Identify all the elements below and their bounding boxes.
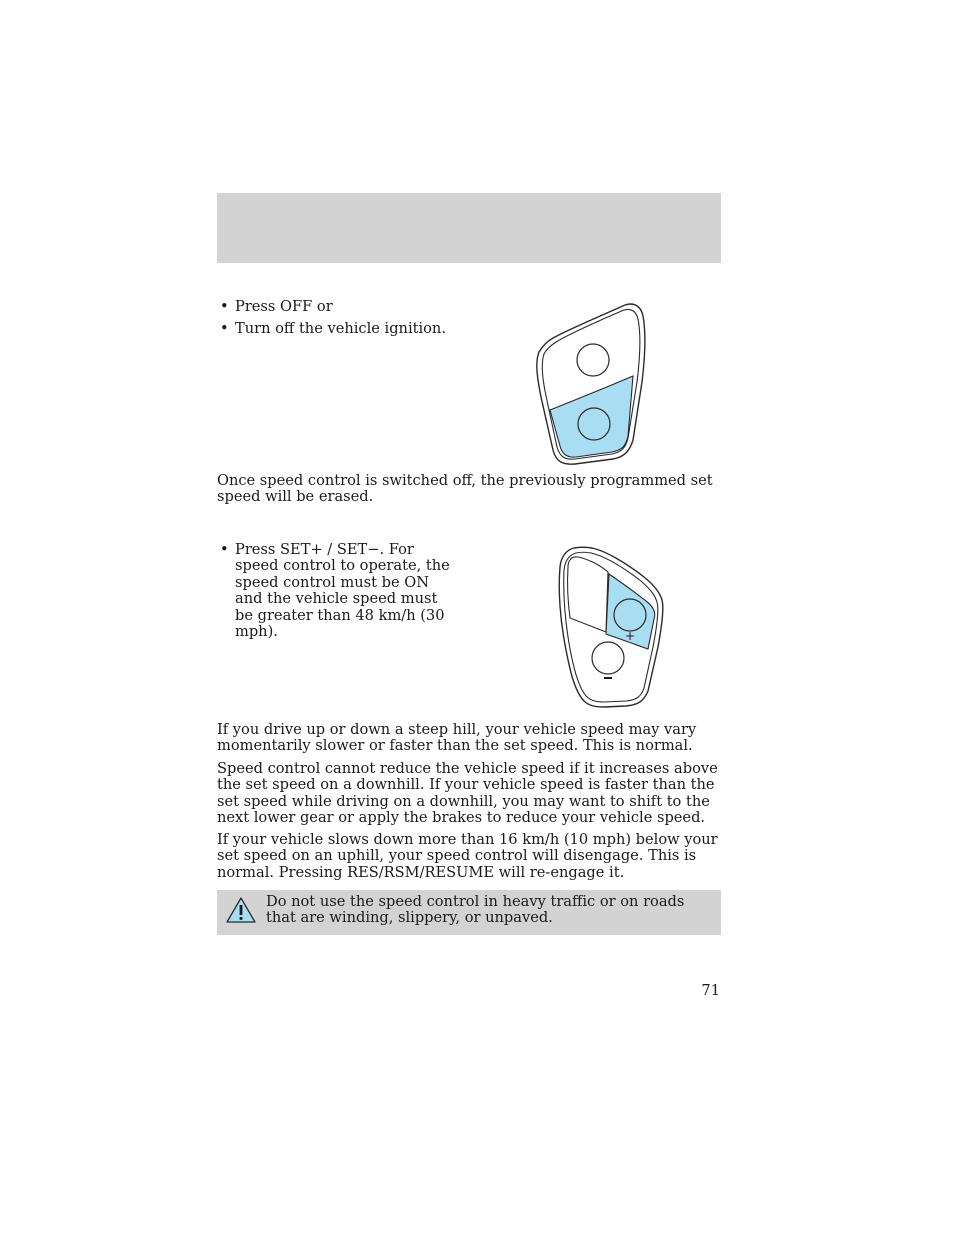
off-button[interactable] xyxy=(577,344,609,376)
list-item: • Press OFF or xyxy=(217,299,487,315)
plus-symbol: + xyxy=(624,629,636,643)
minus-symbol xyxy=(604,677,612,679)
uphill-paragraph: If your vehicle slows down more than 16 km/h (10 mph) below your set speed on an uphill, your speed control will disengage. This is normal. Pressing RES/RSM/RESUME will re-engage it. xyxy=(217,831,718,881)
off-note: Once speed control is switched off, the previously programmed set speed will be erased. xyxy=(217,472,713,506)
downhill-paragraph: Speed control cannot reduce the vehicle speed if it increases above the set speed on a downhill. If your vehicle speed is faster than the set speed while driving on a downhill, you may want to shift to the next lower gear or apply the brakes to reduce your vehicle speed. xyxy=(217,760,718,827)
warning-box xyxy=(217,890,721,935)
off-bullet-list xyxy=(217,299,487,338)
set-plus-button[interactable] xyxy=(614,599,646,631)
list-item: • Press SET+ / SET−. For speed control to operate, the speed control must be ON and the vehicle speed must be greater than 48 km/h (30 mph). xyxy=(217,542,457,640)
on-button[interactable] xyxy=(578,408,610,440)
list-item: • Turn off the vehicle ignition. xyxy=(217,321,487,337)
set-bullet-list xyxy=(217,542,457,640)
section-header-band xyxy=(217,193,721,263)
warning-triangle-icon xyxy=(225,896,257,924)
page-number: 71 xyxy=(701,982,720,999)
set-minus-button[interactable] xyxy=(592,642,624,674)
set-control-illustration xyxy=(556,545,666,710)
hill-paragraph: If you drive up or down a steep hill, your vehicle speed may vary momentarily slower or faster than the set speed. This is normal. xyxy=(217,721,697,755)
warning-text: Do not use the speed control in heavy traffic or on roads that are winding, slippery, or unpaved. xyxy=(266,893,685,927)
off-control-illustration xyxy=(535,302,650,468)
